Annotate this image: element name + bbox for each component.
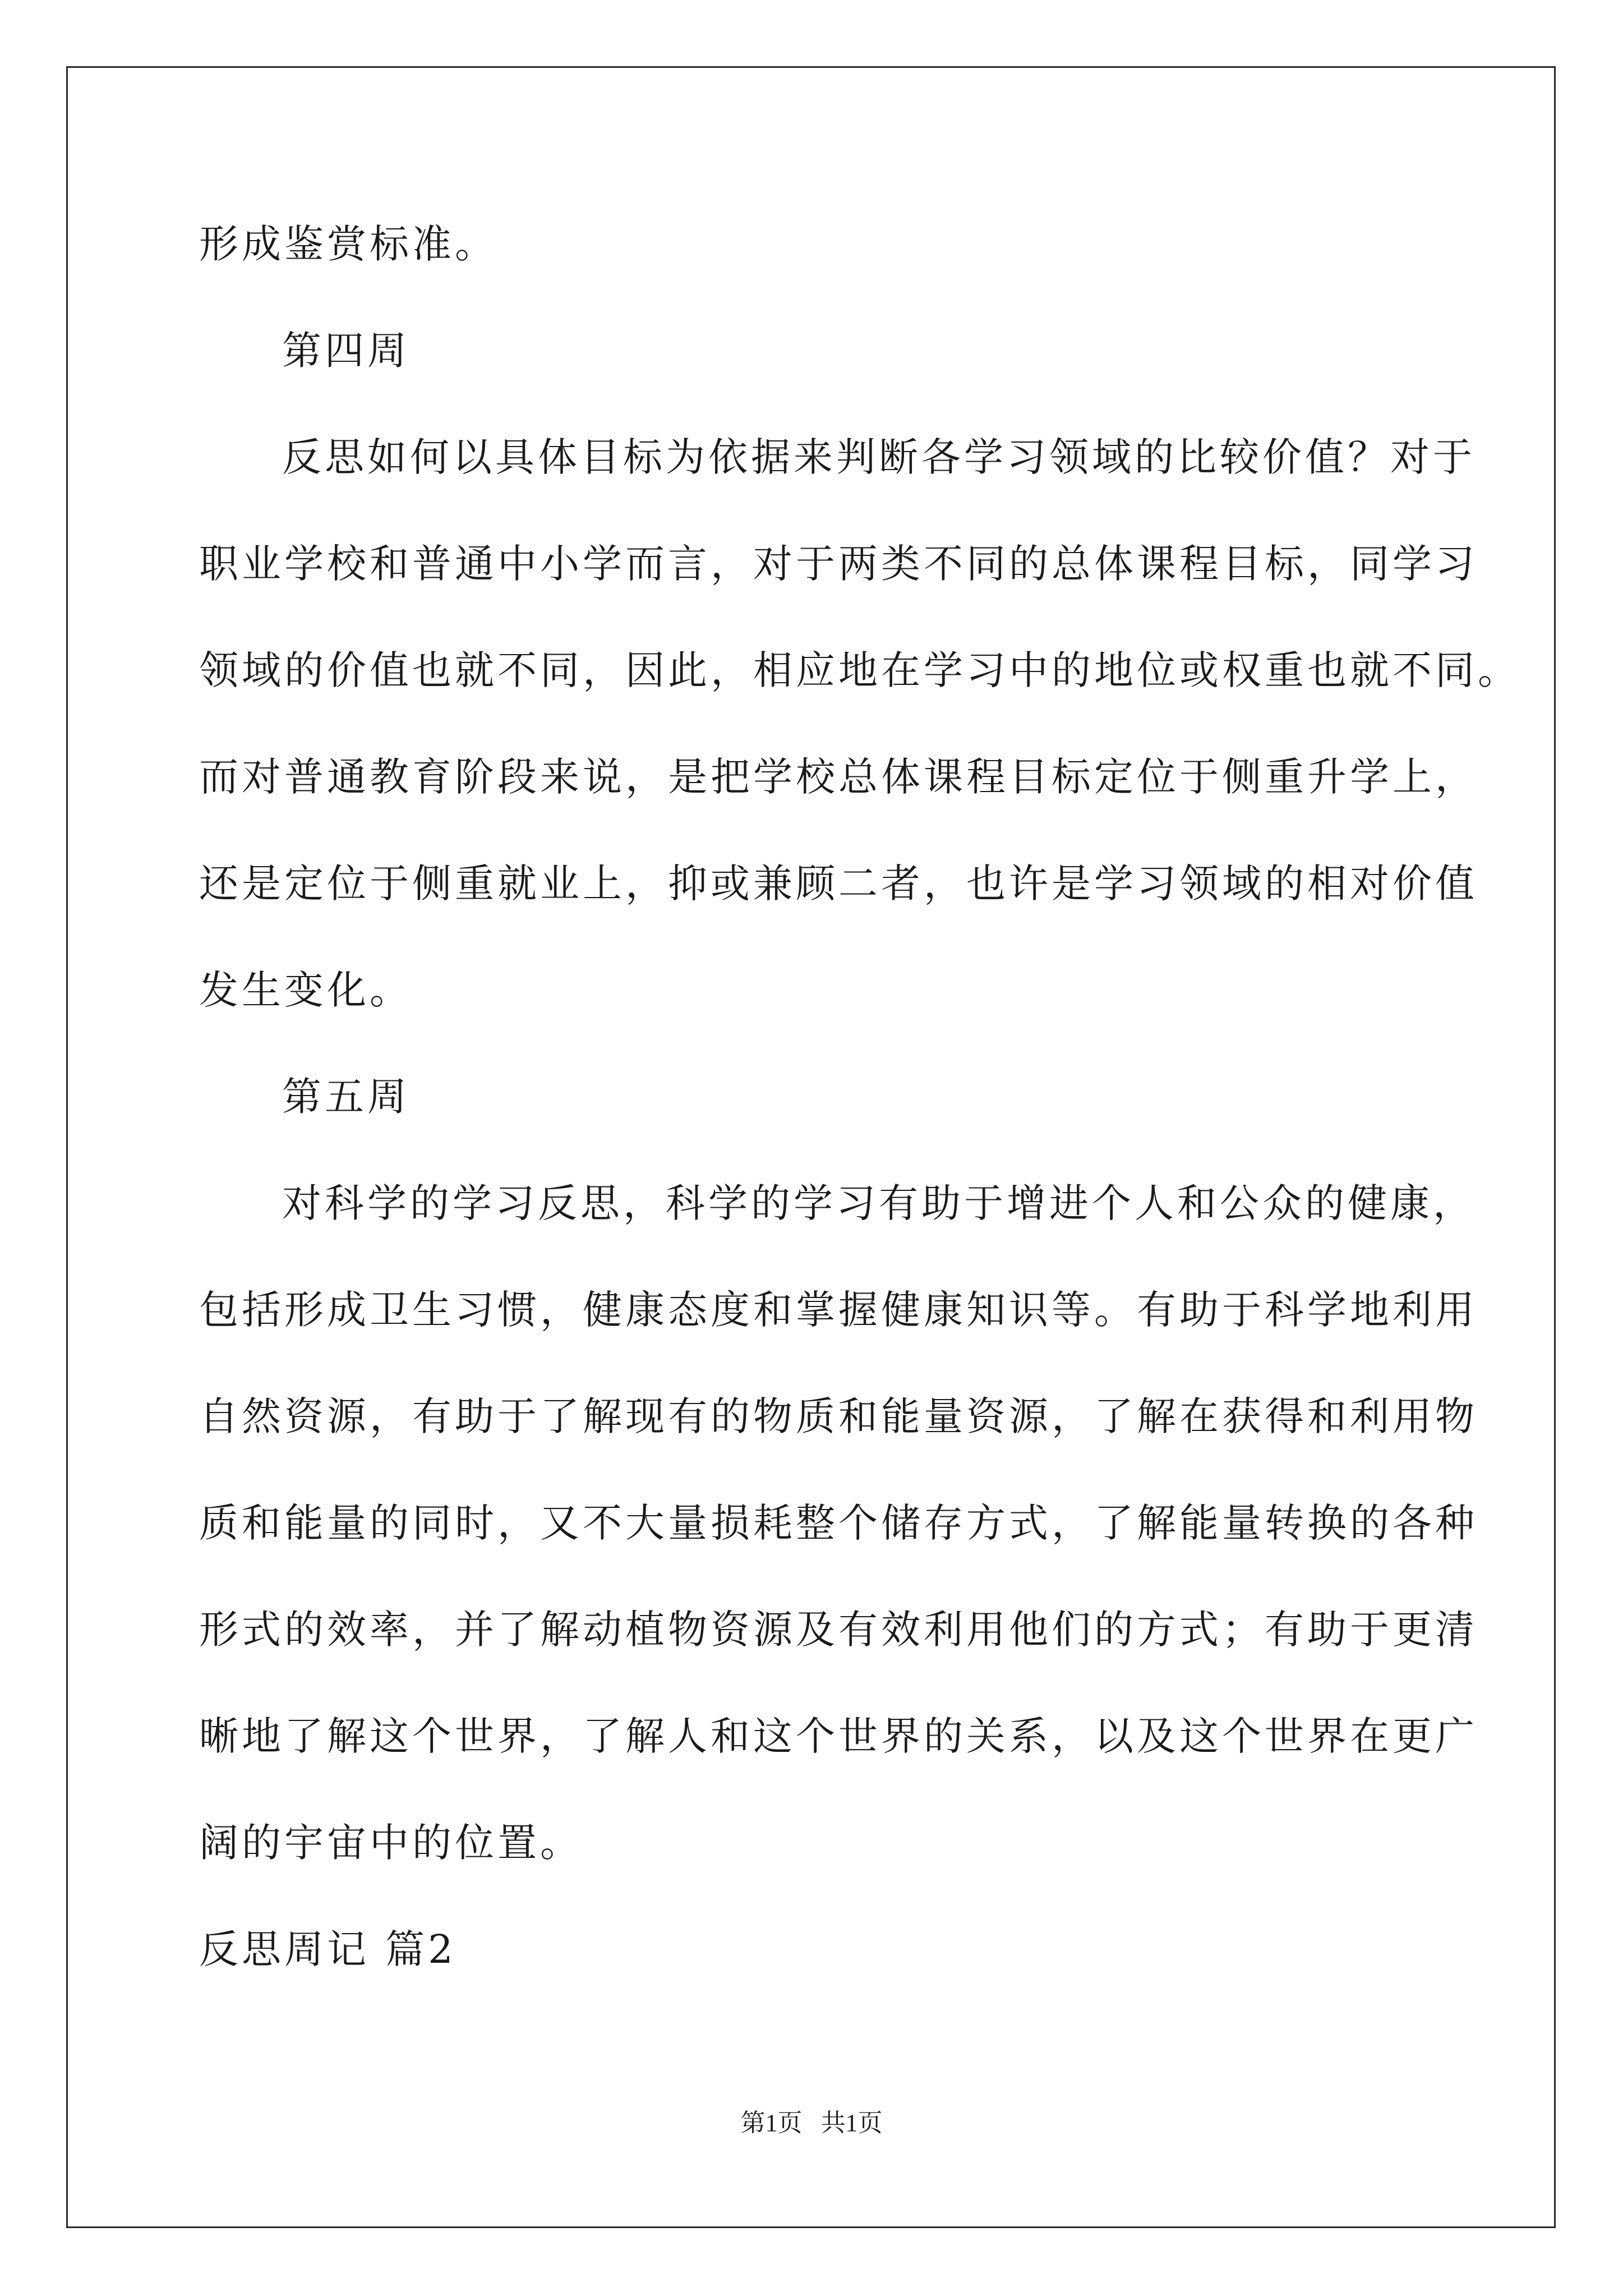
section-title: 反思周记 篇2 (199, 1926, 457, 1972)
paragraph-line: 对科学的学习反思，科学的学习有助于增进个人和公众的健康， (282, 1180, 1476, 1226)
paragraph-line: 发生变化。 (199, 967, 412, 1013)
page-border (66, 66, 1556, 2228)
paragraph-line: 形成鉴赏标准。 (199, 221, 497, 267)
section-heading-week4: 第四周 (282, 328, 410, 374)
paragraph-line: 晰地了解这个世界，了解人和这个世界的关系，以及这个世界在更广 (199, 1713, 1478, 1759)
paragraph-line: 阔的宇宙中的位置。 (199, 1820, 583, 1866)
paragraph-line: 包括形成卫生习惯，健康态度和掌握健康知识等。有助于科学地利用 (199, 1287, 1478, 1333)
page-number-footer: 第1页 共1页 (740, 2109, 883, 2137)
paragraph-line: 质和能量的同时，又不大量损耗整个储存方式，了解能量转换的各种 (199, 1500, 1478, 1546)
paragraph-line: 职业学校和普通中小学而言，对于两类不同的总体课程目标，同学习 (199, 541, 1478, 587)
paragraph-line: 领域的价值也就不同，因此，相应地在学习中的地位或权重也就不同。 (199, 647, 1520, 693)
paragraph-line: 形式的效率，并了解动植物资源及有效利用他们的方式；有助于更清 (199, 1607, 1478, 1653)
paragraph-line: 反思如何以具体目标为依据来判断各学习领域的比较价值？对于 (282, 434, 1476, 480)
paragraph-line: 还是定位于侧重就业上，抑或兼顾二者，也许是学习领域的相对价值 (199, 861, 1478, 907)
section-heading-week5: 第五周 (282, 1074, 410, 1120)
paragraph-line: 而对普通教育阶段来说，是把学校总体课程目标定位于侧重升学上， (199, 754, 1478, 800)
paragraph-line: 自然资源，有助于了解现有的物质和能量资源，了解在获得和利用物 (199, 1393, 1478, 1439)
